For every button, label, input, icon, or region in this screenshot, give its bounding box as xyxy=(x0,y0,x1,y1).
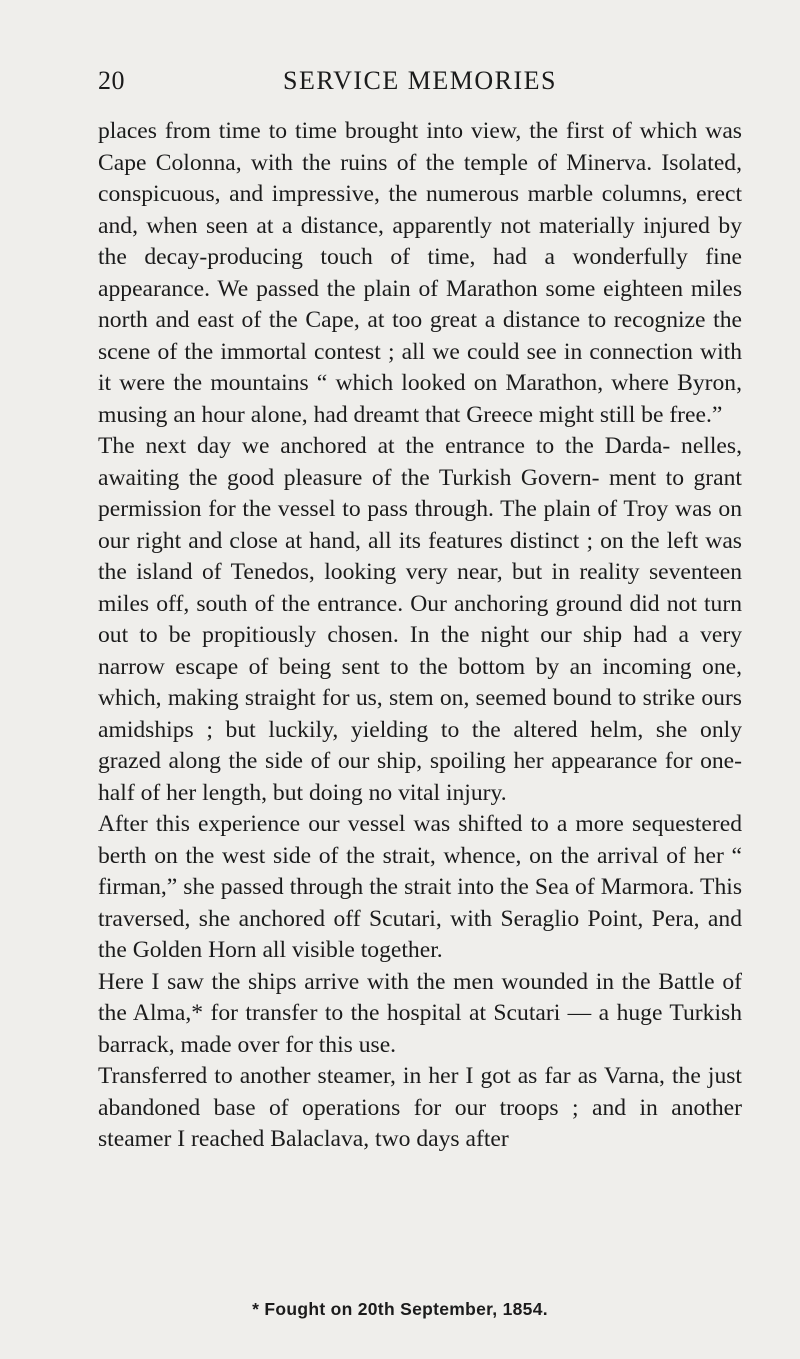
running-title: SERVICE MEMORIES xyxy=(283,66,557,95)
body-text xyxy=(98,116,742,1156)
paragraph-2: The next day we anchored at the entrance to the Darda- nelles, awaiting the good pleasure of the Turkish Govern- ment to grant permission for the vessel to pass through. The plain of Troy was on our right and close at hand, all its features distinct ; on the left was the island of Tenedos, looking very near, but in reality seventeen miles off, south of the entrance. Our anchoring ground did not turn out to be propitiously chosen. In the night our ship had a very narrow escape of being sent to the bottom by an incoming one, which, making straight for us, stem on, seemed bound to strike ours amidships ; but luckily, yielding to the altered helm, she only grazed along the side of our ship, spoiling her appearance for one-half of her length, but doing no vital injury. xyxy=(98,433,742,806)
footnote: * Fought on 20th September, 1854. xyxy=(252,1299,548,1319)
page-number: 20 xyxy=(98,66,125,95)
page-header xyxy=(98,66,742,100)
paragraph-1: places from time to time brought into view, the first of which was Cape Colonna, with the ruins of the temple of Minerva. Isolated, conspicuous, and impressive, the numerous marble columns, erect and, when seen at a distance, apparently not materially injured by the decay-producing touch of time, had a wonderfully fine appearance. We passed the plain of Marathon some eighteen miles north and east of the Cape, at too great a distance to recognize the scene of the immortal contest ; all we could see in connection with it were the mountains “ which looked on Marathon, where Byron, musing an hour alone, had dreamt that Greece might still be free.” xyxy=(98,118,742,428)
paragraph-4: Here I saw the ships arrive with the men wounded in the Battle of the Alma,* for transfer to the hospital at Scutari — a huge Turkish barrack, made over for this use. xyxy=(98,968,742,1058)
paragraph-3: After this experience our vessel was shifted to a more sequestered berth on the west side of the strait, whence, on the arrival of her “ firman,” she passed through the strait into the Sea of Marmora. This traversed, she anchored off Scutari, with Seraglio Point, Pera, and the Golden Horn all visible together. xyxy=(98,811,742,963)
paragraph-5: Transferred to another steamer, in her I got as far as Varna, the just abandoned base of operations for our troops ; and in another steamer I reached Balaclava, two days after xyxy=(98,1063,742,1152)
